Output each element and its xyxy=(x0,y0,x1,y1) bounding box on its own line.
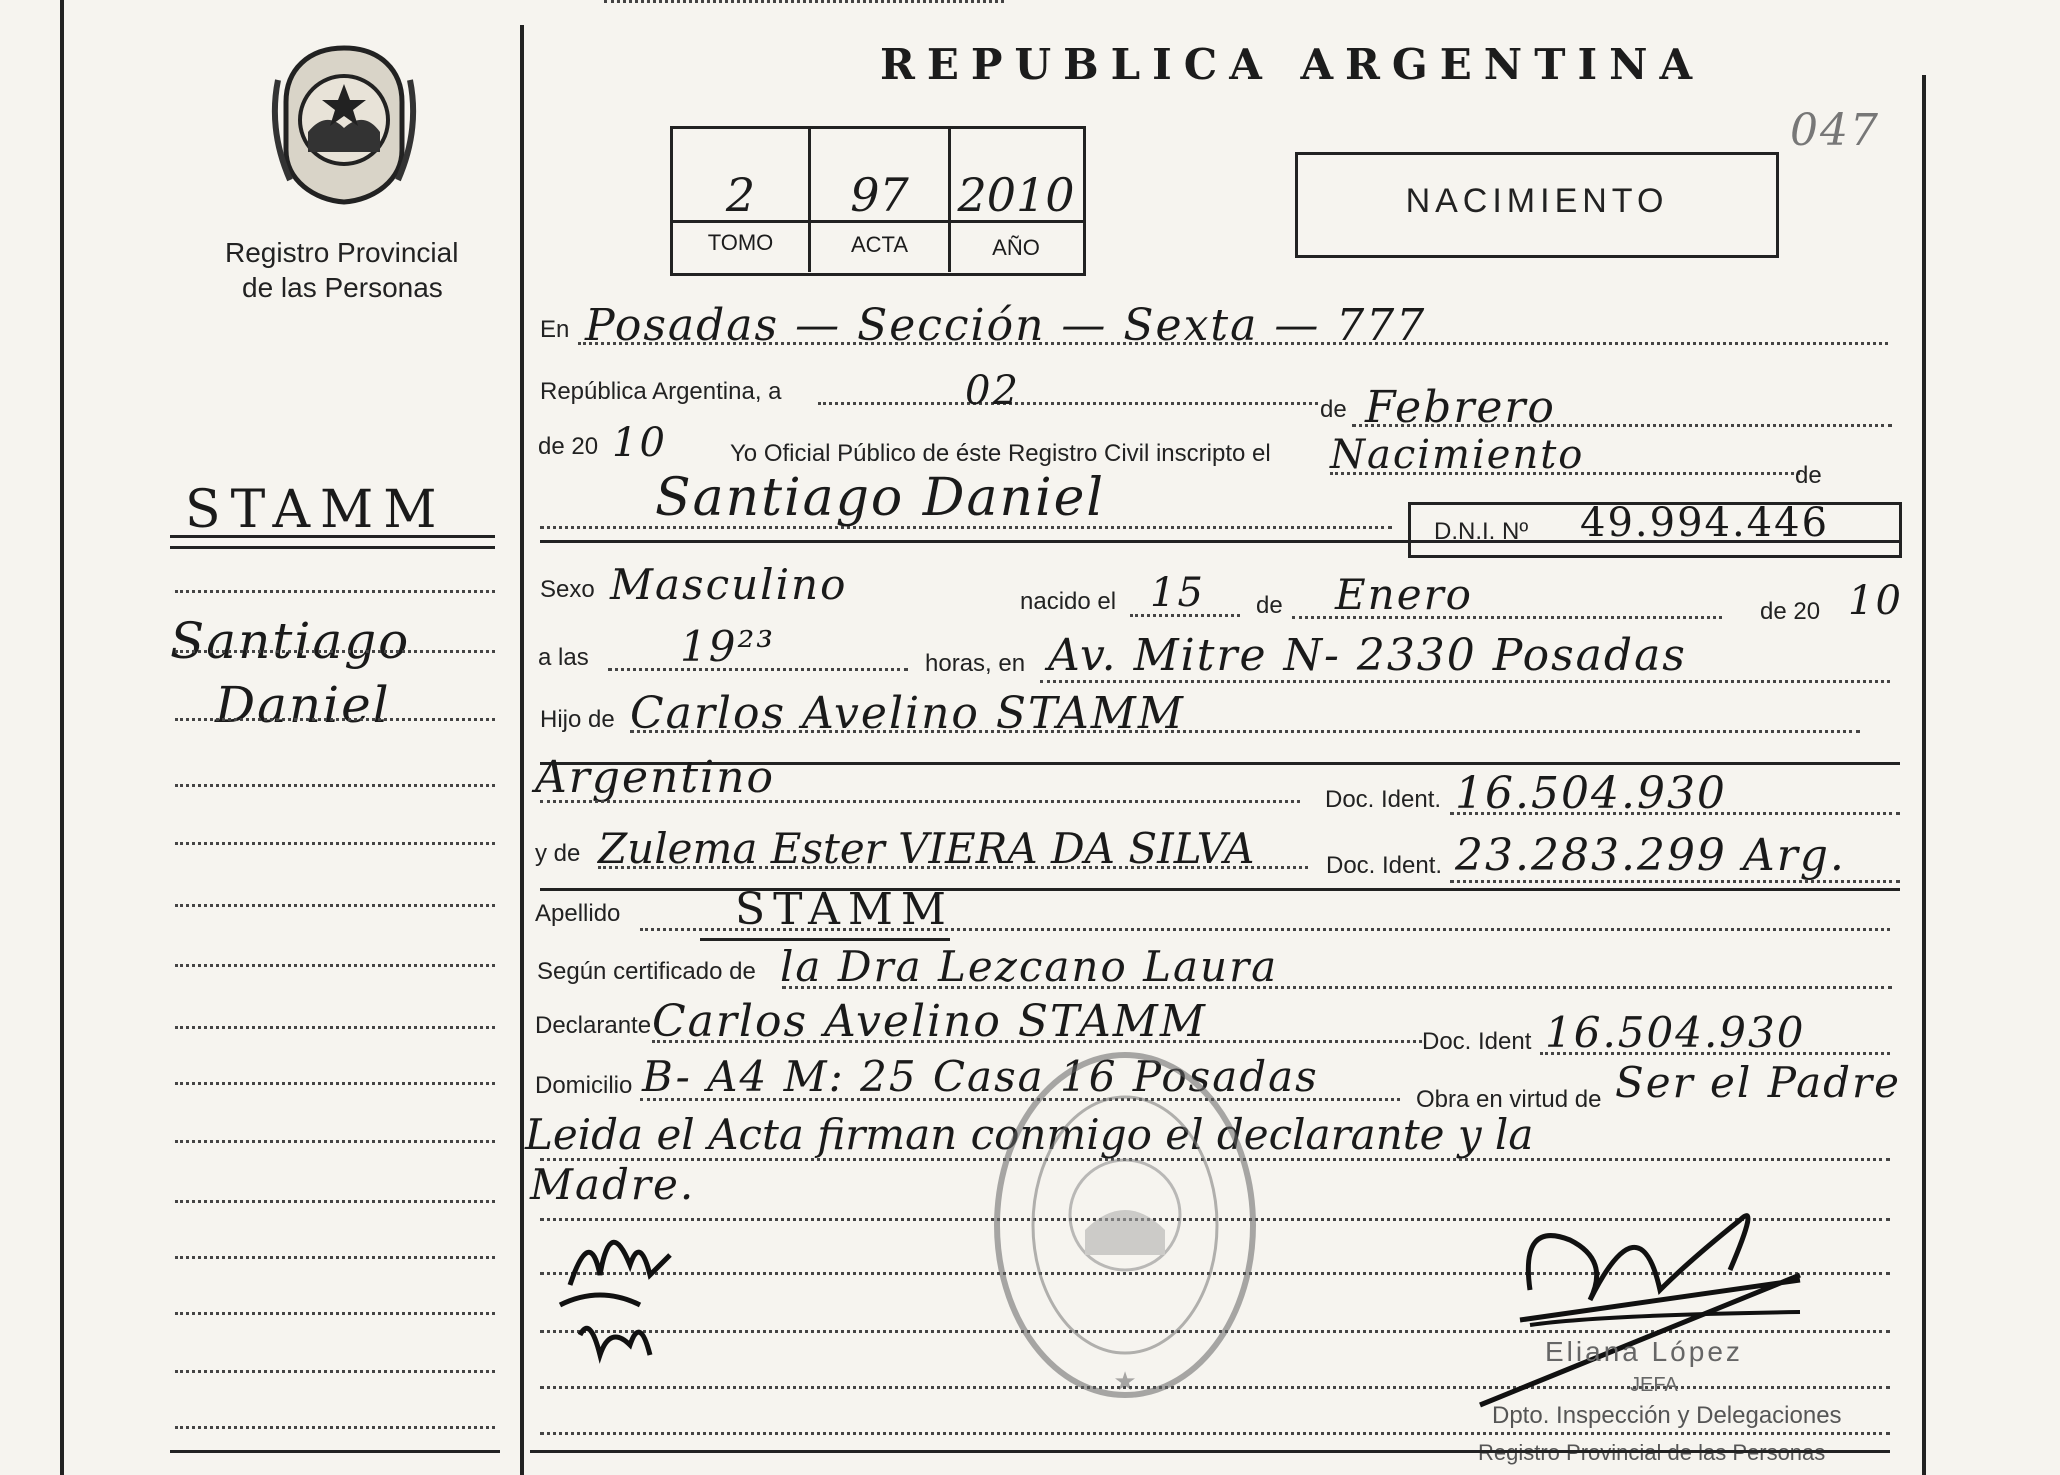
label-hijo: Hijo de xyxy=(540,706,615,733)
value-mother: Zulema Ester VIERA DA SILVA xyxy=(598,824,1255,873)
label-de-20: de 20 xyxy=(538,433,599,460)
label-en: En xyxy=(540,316,570,343)
line-day xyxy=(818,402,1318,405)
margin-ruling-line xyxy=(175,1140,495,1143)
value-cert: la Dra Lezcano Laura xyxy=(780,942,1279,991)
value-hour: 19²³ xyxy=(680,622,776,671)
margin-ruling-line xyxy=(175,1026,495,1029)
margin-given-name-1: Santiago xyxy=(170,612,411,670)
margin-underline-2 xyxy=(170,546,495,549)
label-dni: D.N.I. Nº xyxy=(1434,518,1529,545)
document-title: REPUBLICA ARGENTINA xyxy=(880,40,1705,89)
value-dni: 49.994.446 xyxy=(1580,500,1830,546)
margin-ruling-line xyxy=(175,842,495,845)
value-obra: Ser el Padre xyxy=(1615,1058,1901,1107)
margin-ruling-line xyxy=(175,590,495,593)
bottom-line-margin xyxy=(170,1450,500,1453)
line-father-nat xyxy=(540,800,1300,803)
margin-ruling-line xyxy=(175,1082,495,1085)
margin-ruling-line xyxy=(175,904,495,907)
label-oficial: Yo Oficial Público de éste Registro Civil inscripto el xyxy=(730,440,1271,467)
acta-value: 97 xyxy=(850,168,909,222)
label-de-20b: de 20 xyxy=(1760,598,1821,625)
anio-label: AÑO xyxy=(992,235,1040,260)
value-month: Febrero xyxy=(1365,382,1556,433)
margin-ruling-line xyxy=(175,1370,495,1373)
label-y-de: y de xyxy=(535,840,581,867)
apellido-underline xyxy=(700,938,950,941)
value-father-doc: 16.504.930 xyxy=(1455,768,1727,819)
value-child-name: Santiago Daniel xyxy=(655,468,1105,528)
value-mother-doc: 23.283.299 Arg. xyxy=(1455,830,1846,881)
label-obra: Obra en virtud de xyxy=(1416,1086,1602,1113)
value-place: Posadas — Sección — Sexta — 777 xyxy=(585,300,1427,351)
label-declarante: Declarante xyxy=(535,1012,652,1039)
margin-ruling-line xyxy=(175,1256,495,1259)
margin-ruling-line xyxy=(175,718,495,721)
label-doc-ident-1: Doc. Ident. xyxy=(1325,786,1442,813)
right-border xyxy=(1922,75,1926,1475)
value-domicilio: B- A4 M: 25 Casa 16 Posadas xyxy=(642,1052,1319,1101)
value-birth-year: 10 xyxy=(1848,578,1903,624)
value-day: 02 xyxy=(965,368,1020,414)
tomo-label: TOMO xyxy=(707,230,774,255)
provincial-seal-icon xyxy=(268,40,420,210)
value-declarante: Carlos Avelino STAMM xyxy=(652,996,1207,1047)
margin-ruling-line xyxy=(175,1200,495,1203)
document-type: NACIMIENTO xyxy=(1405,182,1669,220)
value-father-nationality: Argentino xyxy=(535,752,775,803)
label-doc-ident-3: Doc. Ident xyxy=(1422,1028,1532,1055)
label-sexo: Sexo xyxy=(540,576,595,603)
registry-name-line2: de las Personas xyxy=(242,272,443,303)
label-de-1: de xyxy=(1320,396,1347,423)
margin-ruling-line xyxy=(175,964,495,967)
margin-given-name-2: Daniel xyxy=(215,676,391,734)
label-republica: República Argentina, a xyxy=(540,378,782,405)
value-apellido: STAMM xyxy=(735,884,954,935)
remark-line-2: Madre. xyxy=(530,1160,696,1209)
value-decl-doc: 16.504.930 xyxy=(1545,1008,1806,1057)
margin-ruling-line xyxy=(175,1426,495,1429)
official-round-seal-icon xyxy=(985,1040,1265,1410)
line-birth-day xyxy=(1130,614,1240,617)
column-divider xyxy=(520,25,524,1475)
margin-ruling-line xyxy=(175,1312,495,1315)
margin-underline-1 xyxy=(170,535,495,538)
line-sexo xyxy=(604,0,1004,3)
value-birth-day: 15 xyxy=(1150,570,1205,616)
label-doc-ident-2: Doc. Ident. xyxy=(1326,852,1443,879)
stamp-registry: Registro Provincial de las Personas xyxy=(1478,1440,1826,1465)
label-apellido: Apellido xyxy=(535,900,621,927)
remark-line-1: Leida el Acta firman conmigo el declarante y la xyxy=(525,1110,1534,1159)
label-segun: Según certificado de xyxy=(537,958,756,985)
acta-label: ACTA xyxy=(850,232,909,257)
value-father: Carlos Avelino STAMM xyxy=(630,688,1185,739)
page-number: 047 xyxy=(1790,105,1880,156)
value-birth-month: Enero xyxy=(1335,570,1473,619)
label-alas: a las xyxy=(538,644,589,671)
stamp-department: Dpto. Inspección y Delegaciones xyxy=(1492,1402,1842,1429)
anio-value: 2010 xyxy=(957,168,1075,222)
value-birthplace: Av. Mitre N- 2330 Posadas xyxy=(1048,630,1687,681)
label-de-3: de xyxy=(1256,592,1283,619)
margin-ruling-line xyxy=(175,784,495,787)
registry-name-line1: Registro Provincial xyxy=(225,237,459,268)
margin-ruling-line xyxy=(175,650,495,653)
label-horas: horas, en xyxy=(925,650,1026,677)
body-ruling-line xyxy=(540,1432,1890,1435)
margin-surname: STAMM xyxy=(185,480,447,540)
label-nacido: nacido el xyxy=(1020,588,1117,615)
label-de-2: de xyxy=(1795,462,1822,489)
stamp-name: Eliana López xyxy=(1545,1336,1743,1367)
value-year: 10 xyxy=(612,420,667,466)
tomo-value: 2 xyxy=(725,168,756,222)
svg-text:★: ★ xyxy=(1113,1367,1137,1397)
left-border xyxy=(60,0,64,1475)
stamp-title: JEFA xyxy=(1630,1374,1678,1396)
value-sexo: Masculino xyxy=(610,560,848,609)
value-nacimiento: Nacimiento xyxy=(1330,432,1585,478)
label-domicilio: Domicilio xyxy=(535,1072,633,1099)
bottom-line-body xyxy=(530,1450,1890,1453)
declarant-signature xyxy=(540,1205,720,1375)
